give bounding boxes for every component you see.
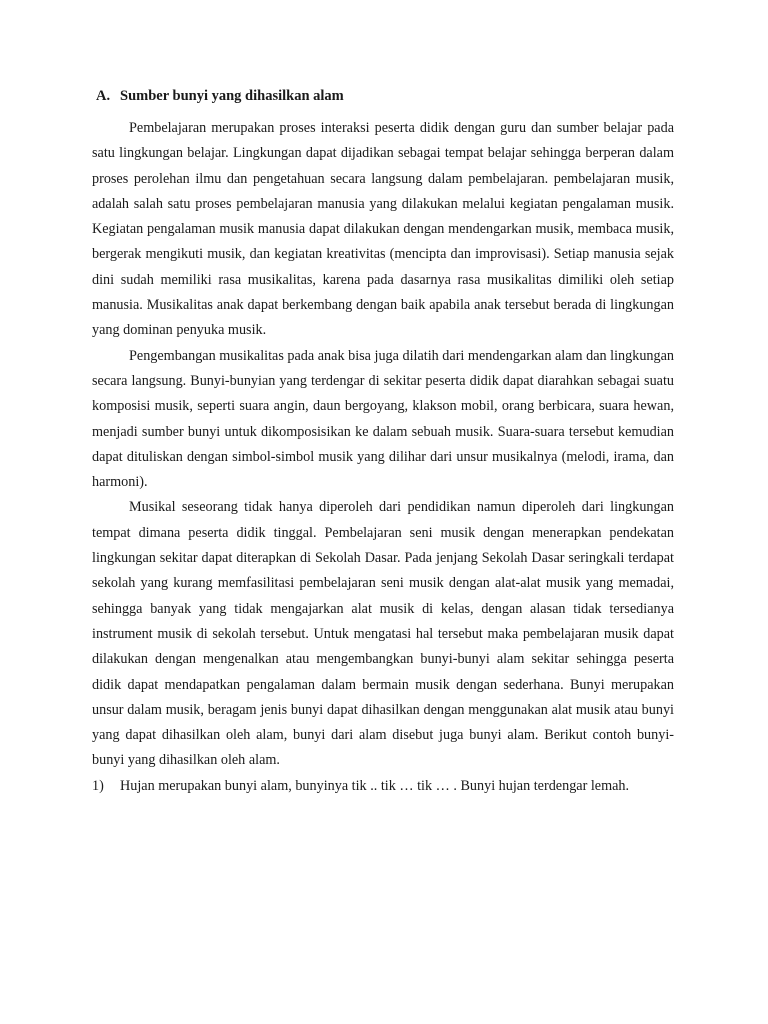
paragraph: Pengembangan musikalitas pada anak bisa juga dilatih dari mendengarkan alam dan lingkungan secara langsung. Bunyi-bunyian yang terdengar di sekitar peserta didik dapat diarahkan sebagai suatu komposisi musik, seperti suara angin, daun bergoyang, klakson mobil, orang berbicara, suara hewan, menjadi sumber bunyi untuk dikomposisikan ke dalam sebuah musik. Suara-suara tersebut kemudian dapat dituliskan dengan simbol-simbol musik yang dilihar dari unsur musikalnya (melodi, irama, dan harmoni). <box>92 347 674 491</box>
list-item-text: Hujan merupakan bunyi alam, bunyinya tik .. tik … tik … . Bunyi hujan terdengar lemah. <box>120 777 630 794</box>
list-marker: 1) <box>92 777 104 794</box>
paragraph: Pembelajaran merupakan proses interaksi peserta didik dengan guru dan sumber belajar pada satu lingkungan belajar. Lingkungan dapat dijadikan sebagai tempat belajar sehingga berperan dalam proses perolehan ilmu dan pengetahuan secara langsung dalam pembelajaran. pembelajaran musik, adalah salah satu proses pembelajaran manusia yang dilakukan melalui kegiatan pengalaman musik. Kegiatan pengalaman musik manusia dapat dilakukan dengan mendengarkan musik, membaca musik, bergerak mengikuti musik, dan kegiatan kreativitas (mencipta dan improvisasi). Setiap manusia sejak dini sudah memiliki rasa musikalitas, karena pada dasarnya rasa musikalitas dimiliki oleh setiap manusia. Musikalitas anak dapat berkembang dengan baik apabila anak tersebut berada di lingkungan yang dominan penyuka musik. <box>92 120 674 339</box>
paragraph: Musikal seseorang tidak hanya diperoleh dari pendidikan namun diperoleh dari lingkungan tempat dimana peserta didik tinggal. Pembelajaran seni musik dengan menerapkan pendekatan lingkungan sekitar dapat diterapkan di Sekolah Dasar. Pada jenjang Sekolah Dasar seringkali terdapat sekolah yang kurang memfasilitasi pembelajaran seni musik dengan alat-alat musik yang memadai, sehingga banyak yang tidak mengajarkan alat musik di kelas, dengan alasan tidak tersedianya instrument musik di sekolah tersebut. Untuk mengatasi hal tersebut maka pembelajaran musik dapat dilakukan dengan mengenalkan atau mengembangkan bunyi-bunyi alam sekitar sehingga peserta didik dapat mendapatkan pengalaman dalam bermain musik dengan sederhana. Bunyi merupakan unsur dalam musik, beragam jenis bunyi dapat dihasilkan dengan menggunakan alat musik atau bunyi yang dapat dihasilkan oleh alam, bunyi dari alam disebut juga bunyi alam. Berikut contoh bunyi-bunyi yang dihasilkan oleh alam. <box>92 499 674 769</box>
list-item <box>92 774 674 799</box>
numbered-list <box>92 774 674 799</box>
section-number: A. <box>96 88 111 104</box>
section-title: Sumber bunyi yang dihasilkan alam <box>120 88 344 104</box>
section-heading <box>96 86 674 106</box>
